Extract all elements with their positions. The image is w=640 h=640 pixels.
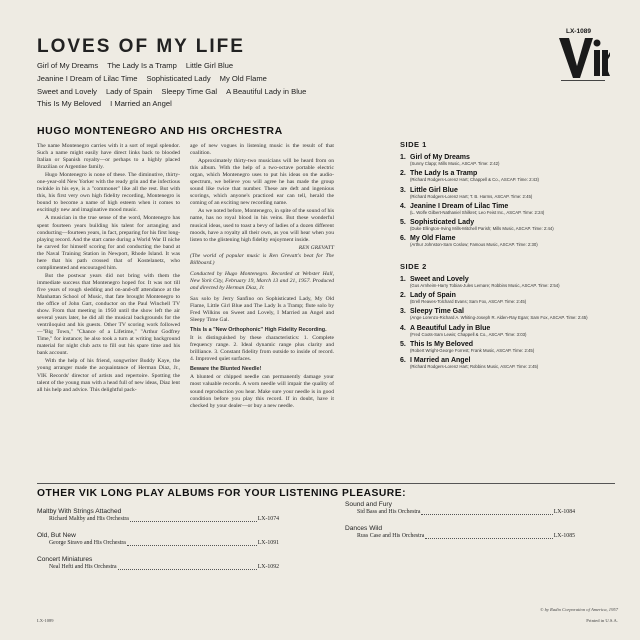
song-credit: (Richard Rodgers-Lorenz Hart; Chappell & Co., ASCAP. Time: 2:43) bbox=[410, 177, 539, 183]
song-title bbox=[400, 341, 615, 348]
song-entry bbox=[400, 170, 615, 182]
song-number: 4. bbox=[400, 202, 406, 210]
song-title-text: A Beautiful Lady in Blue bbox=[410, 324, 491, 332]
song-title-text: Sweet and Lovely bbox=[410, 275, 469, 283]
song-credit: (Sunny Clapp; Mills Music, ASCAP. Time: 2:42) bbox=[410, 161, 500, 166]
liner-paragraph: Approximately thirty-two musicians will be heard from on this album. With the help of a two-octave portable electric organ, which Montenegro uses to put his ideas on the audio-spectrum, we believe you will agree he has made the group sound like twice that number. These are deft and ingenious scorings, which anyone's practiced ear can tell, herald the coming of an exciting new recording name. bbox=[190, 158, 334, 207]
side-1-songs bbox=[400, 154, 615, 248]
album-entry: Old, But New George Siravo and His Orchestra LX-1091 bbox=[37, 532, 279, 546]
liner-notes-column-2 bbox=[190, 143, 334, 411]
song-title bbox=[400, 292, 615, 299]
liner-notes-column-1 bbox=[37, 143, 180, 395]
song-title bbox=[400, 154, 615, 161]
side-1-heading: SIDE 1 bbox=[400, 140, 427, 149]
catalog-number: LX-1089 bbox=[566, 28, 591, 35]
track-listing bbox=[400, 140, 615, 374]
album-entry: Maltby With Strings Attached Richard Maltby and His Orchestra LX-1074 bbox=[37, 508, 279, 522]
copyright: © by Radio Corporation of America, 1957 bbox=[539, 607, 618, 612]
liner-paragraph: With the help of his friend, songwriter Buddy Kaye, the young arranger made the acquaintance of Herman Diaz, Jr., VIK Records' director of artists and repertoire. Spotting the talent of the young man with a head full of new ideas, Diaz lent all his help and advice. This delightful pack- bbox=[37, 358, 180, 393]
song-entry bbox=[400, 154, 615, 166]
other-albums-heading: OTHER VIK LONG PLAY ALBUMS FOR YOUR LISTENING PLEASURE: bbox=[37, 488, 407, 499]
song-number: 5. bbox=[400, 340, 406, 348]
orthophonic-text: It is distinguished by these characteristics: 1. Complete frequency range. 2. Ideal dynamic range plus clarity and brilliance. 3. Constant fidelity from outside to inside of record. 4. Improved quiet surfaces. bbox=[190, 335, 334, 363]
song-title-text: The Lady Is a Tramp bbox=[410, 170, 478, 178]
song-number: 6. bbox=[400, 357, 406, 365]
liner-paragraph: The name Montenegro carries with it a sort of regal splendor. Such a name might easily have direct links back to blooded Italian or Spanish royalty—or perhaps to a highly placed Brazilian or Argentine family. bbox=[37, 143, 180, 171]
song-entry bbox=[400, 308, 615, 320]
song-title-text: This Is My Beloved bbox=[410, 340, 474, 348]
song-title-text: My Old Flame bbox=[410, 235, 456, 243]
song-number: 1. bbox=[400, 154, 406, 161]
song-credit: (Duke Ellington-Irving Mills-Mitchell Parish; Mills Music, ASCAP. Time: 2:44) bbox=[410, 226, 554, 232]
song-title-text: Girl of My Dreams bbox=[410, 154, 470, 161]
song-title bbox=[400, 357, 615, 364]
song-entry bbox=[400, 325, 615, 337]
song-credit: (Erell Reaves-Tolchard Evans; Sam Fox, ASCAP. Time: 2:45) bbox=[410, 299, 527, 305]
song-title bbox=[400, 219, 615, 226]
song-title-text: Little Girl Blue bbox=[410, 186, 458, 194]
artist-name: HUGO MONTENEGRO AND HIS ORCHESTRA bbox=[37, 125, 283, 137]
song-title bbox=[400, 325, 615, 332]
liner-paragraph: But the postwar years did not bring with them the immediate success that Montenegro hoped for. It was not till five years of rough sledding and on-and-off attendance at the Manhattan School of Music, that fate brought Montenegro to the office of John Gart, conductor on the Paul Winchell TV show. From that meeting in 1950 until the show left the air several years later, he did all the musical backgrounds for the ventriloquist and his guests. Other TV scoring work followed—"Big Town," "Chance of a Lifetime," "Arthur Godfrey Time," for instance; he also took a turn at writing background material for night club acts to fill out his spare time and his bank account. bbox=[37, 272, 180, 357]
song-title-text: Jeanine I Dream of Lilac Time bbox=[410, 202, 509, 210]
song-number: 3. bbox=[400, 308, 406, 316]
album-title: LOVES OF MY LIFE bbox=[37, 36, 245, 57]
side-2-heading: SIDE 2 bbox=[400, 261, 427, 271]
liner-paragraph: As we noted before, Montenegro, in spite of the sound of his name, has no royal blood in his veins. But these wonderful musical ideas, used to toast a bevy of ladies of a dozen different moods, have a royalty all their own, as you will hear when you listen to the glistening high fidelity enjoyment inside. bbox=[190, 208, 334, 243]
side-2-songs bbox=[400, 276, 615, 370]
recording-note: Conducted by Hugo Montenegro. Recorded at Webster Hall, New York City, February 19, March 13 and 21, 1957. Produced and directed by Herman Diaz, Jr. bbox=[190, 270, 334, 291]
signature: REN GREVATT bbox=[298, 244, 334, 251]
divider bbox=[37, 483, 615, 484]
footer-catalog: LX-1089 bbox=[37, 618, 54, 623]
song-credit: (Ange Lorenzo-Richard A. Whiting-Joseph R. Alden-Ray Egan; Sam Fox, ASCAP. Time: 2:45) bbox=[410, 315, 588, 321]
album-entry: Sound and Fury Sid Bass and His Orchestra LX-1084 bbox=[345, 501, 575, 515]
song-title bbox=[400, 308, 615, 315]
printed-in: Printed in U.S.A. bbox=[586, 618, 618, 623]
song-title-text: Lady of Spain bbox=[410, 292, 456, 300]
song-entry bbox=[400, 341, 615, 353]
song-title-text: Sleepy Time Gal bbox=[410, 308, 464, 316]
needle-text: A blunted or chipped needle can permanently damage your most valuable records. A worn needle will impair the quality of sound reproduction you hear. Make sure your needle is in good condition before you play this record. If in doubt, have it checked by your dealer—or buy a new needle. bbox=[190, 374, 334, 409]
liner-paragraph: A musician in the true sense of the word, Montenegro has spent fourteen years building his talent for arranging and conducting—fourteen years, in fact, preparing for his first long-playing record. And the start came during a World War II niche he carved for himself scoring for and conducting the band at the Naval Training Station in Newport, Rhode Island. It was here that his path crossed that of Kostelanetz, who complimented and encouraged him. bbox=[37, 215, 180, 271]
song-entry bbox=[400, 292, 615, 304]
song-title bbox=[400, 235, 615, 242]
song-number: 3. bbox=[400, 186, 406, 194]
song-entry bbox=[400, 219, 615, 231]
vik-logo bbox=[555, 32, 610, 84]
sax-note: Sax solo by Jerry Sanfino on Sophisticated Lady, My Old Flame, Little Girl Blue and The Lady Is a Tramp; flute solo by Fred Wilkins on Sweet and Lovely, I Married an Angel and Sleepy Time Gal. bbox=[190, 295, 334, 324]
song-credit: (Richard Rodgers-Lorenz Hart; Robbins Music, ASCAP. Time: 2:45) bbox=[410, 364, 539, 370]
song-number: 6. bbox=[400, 235, 406, 243]
song-title bbox=[400, 276, 615, 283]
song-title bbox=[400, 203, 615, 210]
song-credit: (L. Wolfe Gilbert-Nathaniel Shilkret; Leo Feist Inc., ASCAP. Time: 2:24) bbox=[410, 209, 545, 215]
album-entry: Dances Wild Russ Case and His Orchestra LX-1085 bbox=[345, 525, 575, 539]
needle-heading: Beware the Blunted Needle! bbox=[190, 366, 262, 373]
song-title bbox=[400, 187, 615, 194]
song-credit: (Gus Arnheim-Harry Tobias-Jules Lemare; Robbins Music, ASCAP. Time: 2:54) bbox=[410, 282, 560, 288]
song-credit: (Richard Rodgers-Lorenz Hart; T. B. Harms, ASCAP. Time: 2:45) bbox=[410, 193, 533, 199]
song-credit: (Arthur Johnston-Sam Coslow; Famous Music, ASCAP. Time: 2:30) bbox=[410, 242, 538, 248]
liner-paragraph: age of new vogues in listening music is the result of that coalition. bbox=[190, 143, 334, 157]
orthophonic-heading: This Is a "New Orthophonic" High Fidelity Recording. bbox=[190, 327, 327, 334]
song-entry bbox=[400, 235, 615, 247]
song-entry bbox=[400, 203, 615, 215]
song-number: 4. bbox=[400, 324, 406, 332]
song-entry bbox=[400, 357, 615, 369]
song-number: 2. bbox=[400, 170, 406, 178]
liner-paragraph: Hugo Montenegro is none of these. The diminutive, thirty-one-year-old New Yorker with the ready grin and the infectious twinkle in his eye, is a "commoner" like all the rest. But with this, his first very own high fidelity recording, Montenegro is bound to become a name of high esteem when it comes to excitingly new and imaginative mood music. bbox=[37, 172, 180, 214]
song-entry bbox=[400, 276, 615, 288]
song-number: 5. bbox=[400, 219, 406, 227]
album-entry: Concert Miniatures Neal Hefti and His Orchestra LX-1092 bbox=[37, 556, 279, 570]
song-credit: (Robert Wright-George Forrest; Frank Music, ASCAP. Time: 2:45) bbox=[410, 347, 535, 353]
song-title bbox=[400, 170, 615, 177]
song-title-text: Sophisticated Lady bbox=[410, 219, 475, 227]
song-credit: (Fred Coots-Sam Lewis; Chappell & Co., ASCAP. Time: 3:03) bbox=[410, 331, 527, 337]
song-number: 1. bbox=[400, 275, 406, 283]
song-number: 2. bbox=[400, 292, 406, 300]
song-entry bbox=[400, 187, 615, 199]
song-title-text: I Married an Angel bbox=[410, 357, 471, 365]
track-list-summary: Girl of My Dreams The Lady Is a Tramp Little Girl Blue Jeanine I Dream of Lilac Time Sophisticated Lady My Old Flame Sweet and Lovely Lady of Spain Sleepy Time Gal A Beautiful Lady in Blue This Is My Beloved I Married an Angel bbox=[37, 61, 307, 109]
signature-note: (The world of popular music is Ren Grevatt's beat for The Billboard.) bbox=[190, 252, 334, 266]
